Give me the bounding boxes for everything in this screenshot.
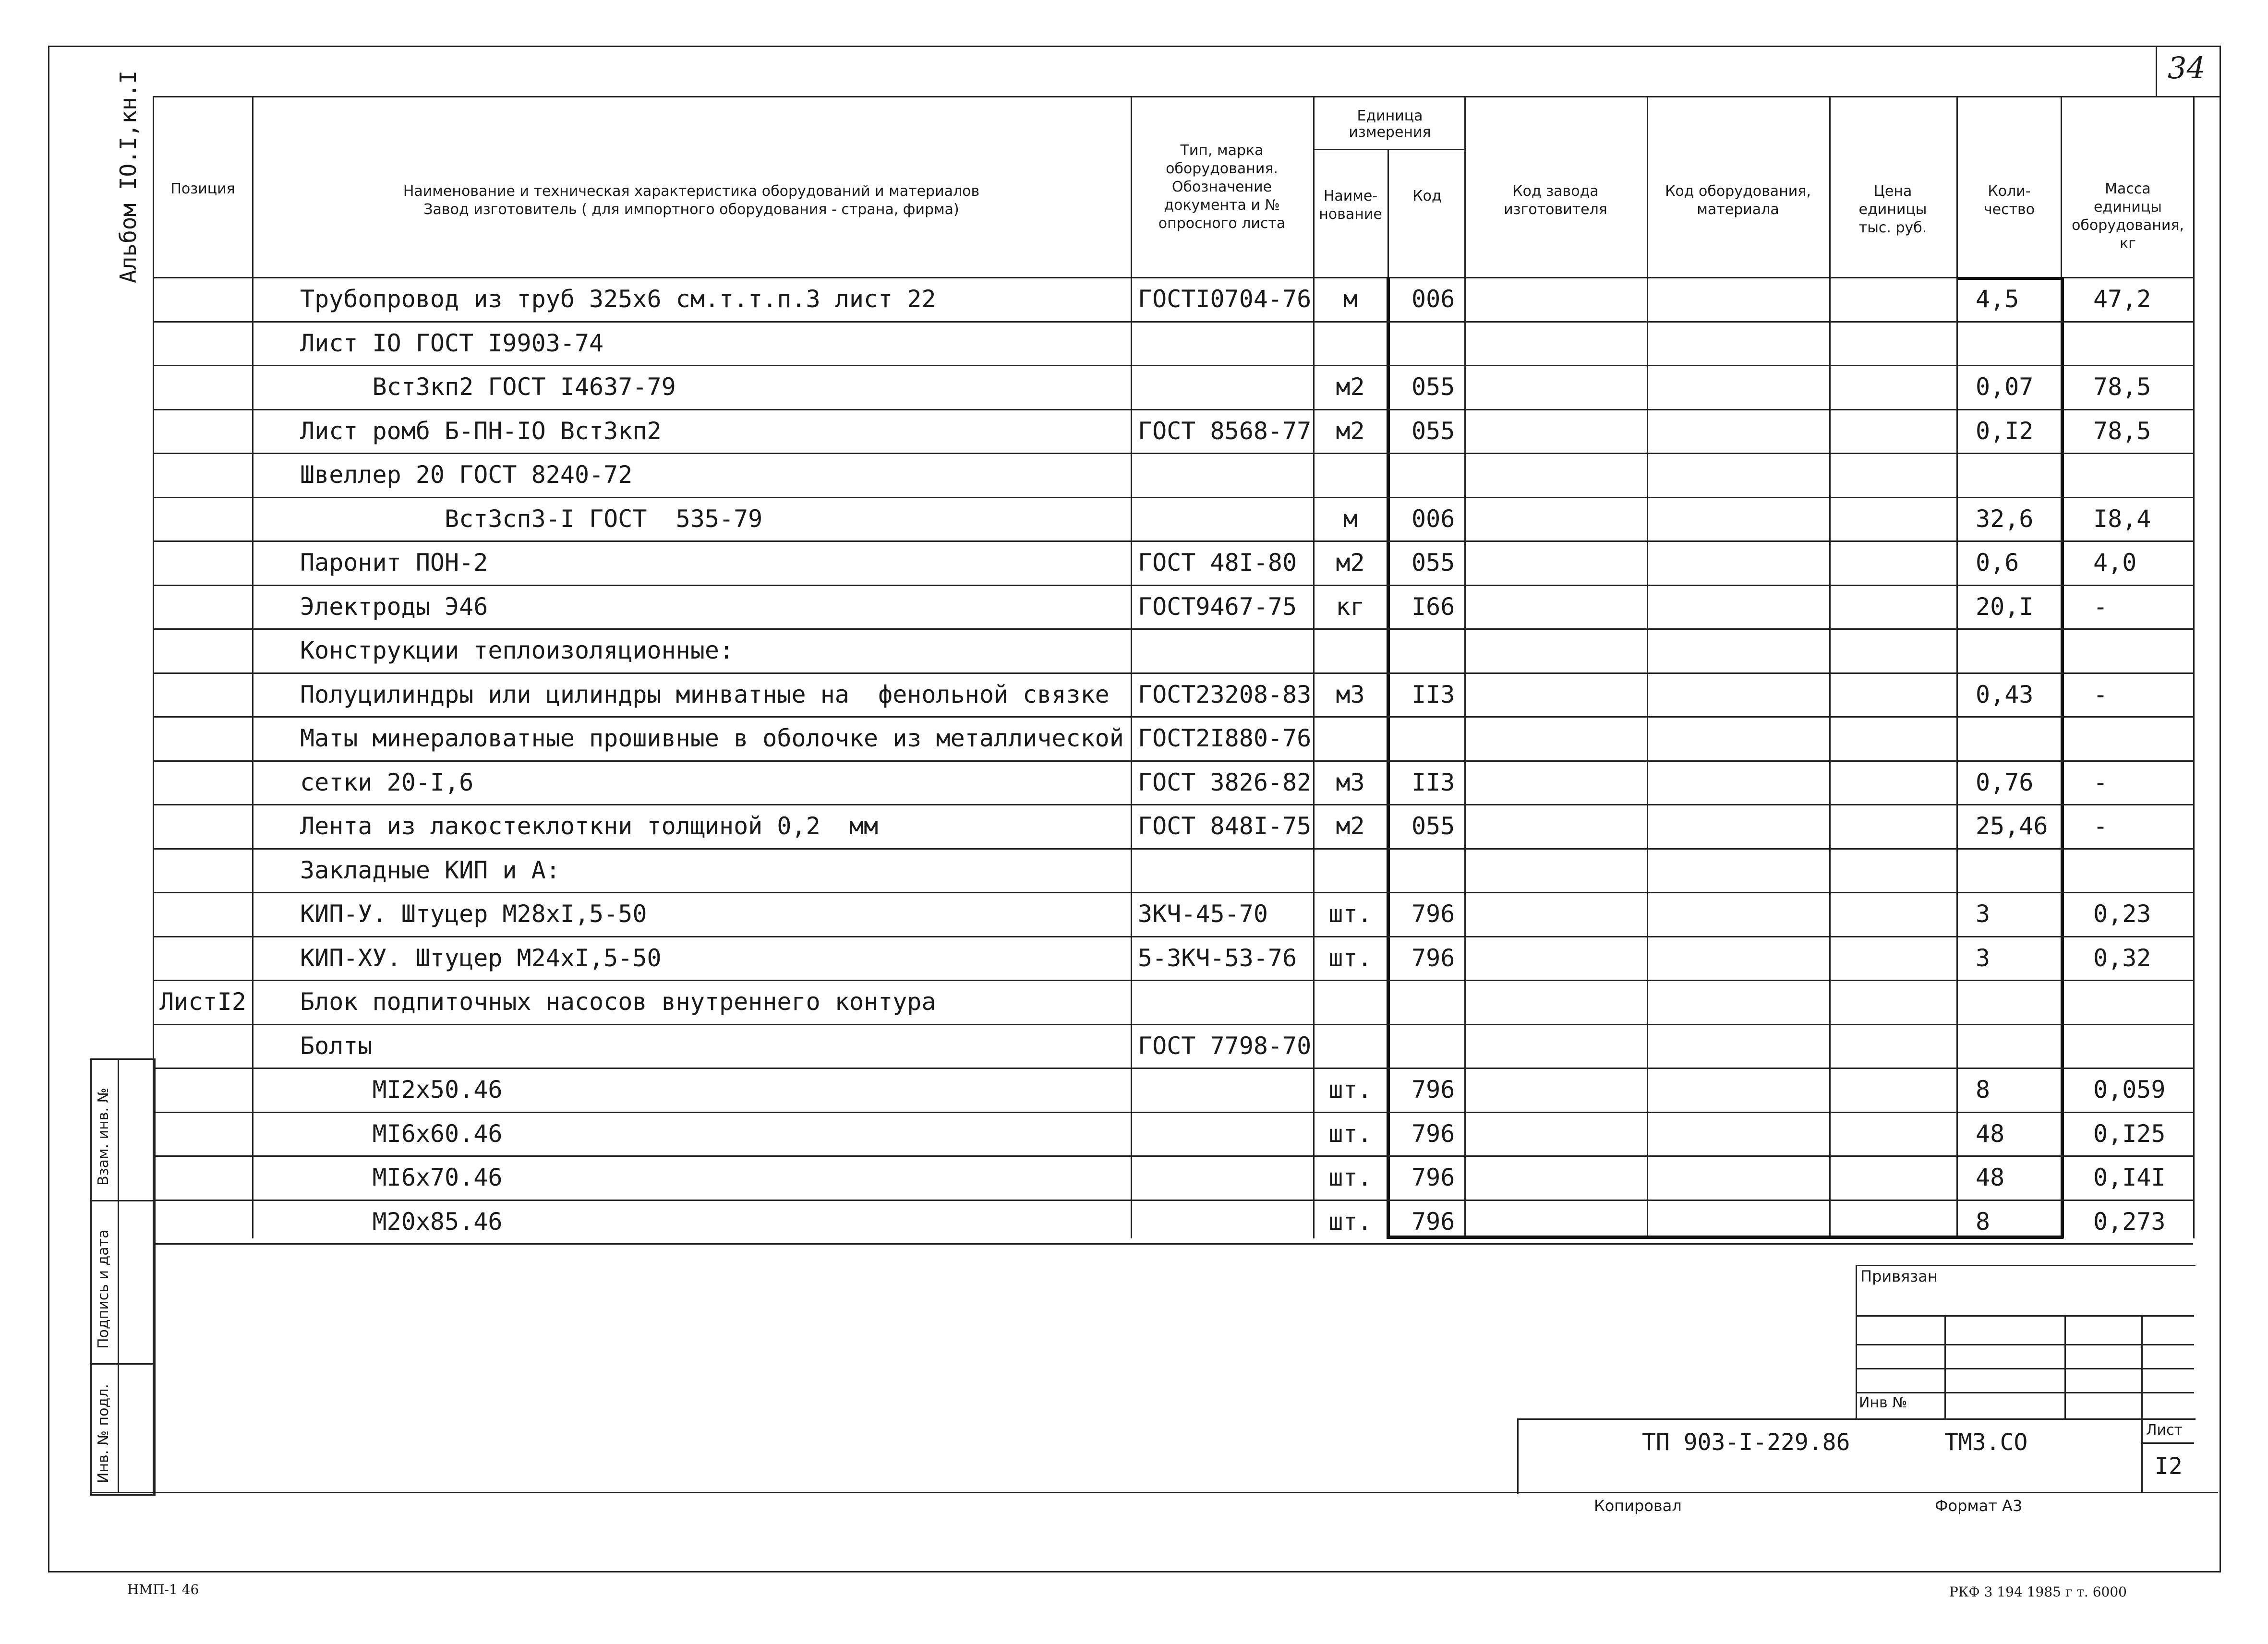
row-unit-cell: шт. <box>1328 1119 1372 1148</box>
row-mass-cell: 0,059 <box>2093 1076 2166 1104</box>
row-code-cell: 055 <box>1411 812 1455 840</box>
row-name-cell: Блок подпиточных насосов внутреннего контура <box>300 988 936 1016</box>
row-divider <box>153 980 2193 981</box>
row-name-cell: Трубопровод из труб 325х6 см.т.т.п.3 лист 22 <box>300 285 936 313</box>
row-divider <box>153 628 2193 630</box>
row-divider <box>153 1024 2193 1025</box>
row-divider <box>153 409 2193 410</box>
footer-left-code: НМП-1 46 <box>127 1582 199 1597</box>
row-divider <box>153 1112 2193 1113</box>
row-divider <box>153 1155 2193 1157</box>
row-unit-cell: м2 <box>1336 812 1365 840</box>
footer-right-code: РКФ 3 194 1985 г т. 6000 <box>1949 1584 2127 1600</box>
row-mass-cell: 4,0 <box>2093 549 2137 576</box>
row-code-cell: 055 <box>1411 373 1455 401</box>
row-code-cell: II3 <box>1411 680 1455 708</box>
row-mass-cell: 78,5 <box>2093 373 2151 401</box>
row-divider <box>153 585 2193 586</box>
row-divider <box>153 321 2193 323</box>
row-name-cell: Лента из лакостеклоткни толщиной 0,2 мм <box>300 812 879 840</box>
row-code-cell: 006 <box>1411 504 1455 533</box>
row-divider <box>153 540 2193 542</box>
row-type-cell: ЗКЧ-45-70 <box>1138 900 1268 928</box>
row-name-cell: ВстЗкп2 ГОСТ I4637-79 <box>300 373 676 401</box>
row-code-cell: 055 <box>1411 417 1455 445</box>
privyazan-label: Привязан <box>1860 1267 1938 1285</box>
row-name-cell: М20х85.46 <box>300 1207 503 1236</box>
row-unit-cell: м3 <box>1336 680 1365 708</box>
row-mass-cell: - <box>2093 768 2108 796</box>
row-qty-cell: 0,76 <box>1976 768 2034 796</box>
row-qty-cell: 0,I2 <box>1976 417 2034 445</box>
kopiroval-label: Копировал <box>1594 1497 1682 1515</box>
row-name-cell: МI2х50.46 <box>300 1076 503 1104</box>
row-pos-cell: ЛистI2 <box>159 988 246 1016</box>
row-type-cell: ГОСТI0704-76 <box>1138 285 1312 313</box>
row-qty-cell: 48 <box>1976 1164 2005 1191</box>
row-type-cell: ГОСТ 3826-82 <box>1138 768 1312 796</box>
row-unit-cell: м <box>1343 285 1358 313</box>
document-code: ТМЗ.СО <box>1944 1429 2028 1456</box>
row-name-cell: КИП-У. Штуцер М28хI,5-50 <box>300 900 647 928</box>
row-divider <box>153 497 2193 498</box>
row-qty-cell: 32,6 <box>1976 504 2034 533</box>
row-code-cell: 796 <box>1411 1076 1455 1104</box>
row-mass-cell: 47,2 <box>2093 285 2151 313</box>
row-qty-cell: 25,46 <box>1976 812 2048 840</box>
row-name-cell: Паронит ПОН-2 <box>300 549 488 576</box>
designation-code: ТП 903-I-229.86 <box>1642 1429 1850 1456</box>
row-unit-cell: шт. <box>1328 900 1372 928</box>
row-mass-cell: - <box>2093 812 2108 840</box>
row-name-cell: Конструкции теплоизоляционные: <box>300 636 734 664</box>
row-divider <box>153 1068 2193 1069</box>
row-mass-cell: 0,I25 <box>2093 1119 2166 1148</box>
row-divider <box>153 804 2193 805</box>
row-code-cell: 796 <box>1411 900 1455 928</box>
row-divider <box>153 716 2193 718</box>
row-code-cell: 006 <box>1411 285 1455 313</box>
row-unit-cell: м2 <box>1336 417 1365 445</box>
row-qty-cell: 20,I <box>1976 592 2034 621</box>
album-label: Альбом IO.I,кн.I <box>115 70 141 283</box>
row-code-cell: II3 <box>1411 768 1455 796</box>
row-divider <box>153 892 2193 893</box>
row-unit-cell: м2 <box>1336 549 1365 576</box>
list-label: Лист <box>2146 1422 2183 1439</box>
row-qty-cell: 3 <box>1976 900 1991 928</box>
stamp-inv-podl: Инв. № подл. <box>95 1384 112 1483</box>
row-name-cell: Болты <box>300 1032 373 1060</box>
header-equipment-code: Код оборудования, материала <box>1665 183 1811 218</box>
header-unit: Единица измерения <box>1349 108 1431 141</box>
row-code-cell: 796 <box>1411 944 1455 972</box>
row-divider <box>153 453 2193 454</box>
row-qty-cell: 0,07 <box>1976 373 2034 401</box>
row-type-cell: ГОСТ23208-83 <box>1138 680 1312 708</box>
row-unit-cell: м3 <box>1336 768 1365 796</box>
row-type-cell: ГОСТ2I880-76 <box>1138 724 1312 752</box>
row-qty-cell: 8 <box>1976 1207 1991 1236</box>
row-divider <box>153 365 2193 366</box>
row-divider <box>153 672 2193 674</box>
row-name-cell: Маты минераловатные прошивные в оболочке из металлической <box>300 724 1124 752</box>
row-code-cell: I66 <box>1411 592 1455 621</box>
row-code-cell: 796 <box>1411 1119 1455 1148</box>
header-price: Цена единицы тыс. руб. <box>1858 183 1927 236</box>
designation-block <box>1517 1418 2196 1494</box>
header-mass: Масса единицы оборудования, кг <box>2072 180 2184 252</box>
header-position: Позиция <box>170 180 235 197</box>
header-quantity: Коли- чество <box>1983 183 2035 218</box>
row-unit-cell: м <box>1343 504 1358 533</box>
row-code-cell: 796 <box>1411 1207 1455 1236</box>
row-unit-cell: шт. <box>1328 944 1372 972</box>
row-mass-cell: I8,4 <box>2093 504 2151 533</box>
row-divider <box>153 1243 2193 1245</box>
row-unit-cell: шт. <box>1328 1076 1372 1104</box>
row-divider <box>153 760 2193 762</box>
header-unit-code: Код <box>1412 188 1442 204</box>
row-qty-cell: 0,6 <box>1976 549 2019 576</box>
row-qty-cell: 3 <box>1976 944 1991 972</box>
row-name-cell: Закладные КИП и А: <box>300 856 560 884</box>
row-qty-cell: 0,43 <box>1976 680 2034 708</box>
row-name-cell: Швеллер 20 ГОСТ 8240-72 <box>300 461 633 489</box>
row-type-cell: ГОСТ9467-75 <box>1138 592 1297 621</box>
row-mass-cell: - <box>2093 592 2108 621</box>
row-divider <box>153 936 2193 937</box>
header-unit-name: Наиме- нование <box>1319 188 1382 223</box>
row-mass-cell: - <box>2093 680 2108 708</box>
row-name-cell: Лист ромб Б-ПН-IO ВстЗкп2 <box>300 417 662 445</box>
row-name-cell: ВстЗсп3-I ГОСТ 535-79 <box>300 504 763 533</box>
header-factory-code: Код завода изготовителя <box>1504 183 1607 218</box>
list-number: I2 <box>2155 1453 2183 1480</box>
row-divider <box>153 848 2193 850</box>
row-unit-cell: шт. <box>1328 1207 1372 1236</box>
header-name: Наименование и техническая характеристика оборудований и материалов Завод изготовитель ( для импортного оборудования - страна, фирма) <box>403 183 980 218</box>
row-name-cell: Полуцилиндры или цилиндры минватные на фенольной связке <box>300 680 1110 708</box>
row-name-cell: Лист IO ГОСТ I9903-74 <box>300 329 604 357</box>
stamp-vzam-inv: Взам. инв. № <box>95 1088 112 1186</box>
row-unit-cell: м2 <box>1336 373 1365 401</box>
row-unit-cell: шт. <box>1328 1164 1372 1191</box>
row-mass-cell: 78,5 <box>2093 417 2151 445</box>
row-qty-cell: 4,5 <box>1976 285 2019 313</box>
row-code-cell: 055 <box>1411 549 1455 576</box>
row-divider <box>153 1200 2193 1201</box>
row-mass-cell: 0,I4I <box>2093 1164 2166 1191</box>
row-unit-cell: кг <box>1336 592 1365 621</box>
row-name-cell: сетки 20-I,6 <box>300 768 474 796</box>
row-code-cell: 796 <box>1411 1164 1455 1191</box>
row-mass-cell: 0,23 <box>2093 900 2151 928</box>
stamp-podpis-data: Подпись и дата <box>95 1229 112 1349</box>
row-name-cell: МI6х60.46 <box>300 1119 503 1148</box>
row-name-cell: Электроды Э46 <box>300 592 488 621</box>
row-name-cell: МI6х70.46 <box>300 1164 503 1191</box>
header-type: Тип, марка оборудования. Обозначение документа и № опросного листа <box>1158 142 1286 232</box>
row-mass-cell: 0,32 <box>2093 944 2151 972</box>
format-label: Формат А3 <box>1935 1497 2023 1515</box>
row-type-cell: ГОСТ 48I-80 <box>1138 549 1297 576</box>
row-type-cell: ГОСТ 848I-75 <box>1138 812 1312 840</box>
row-type-cell: ГОСТ 7798-70 <box>1138 1032 1312 1060</box>
row-qty-cell: 8 <box>1976 1076 1991 1104</box>
corner-sheet-number: 34 <box>2168 50 2206 85</box>
row-type-cell: 5-ЗКЧ-53-76 <box>1138 944 1297 972</box>
row-mass-cell: 0,273 <box>2093 1207 2166 1236</box>
row-qty-cell: 48 <box>1976 1119 2005 1148</box>
row-type-cell: ГОСТ 8568-77 <box>1138 417 1312 445</box>
row-name-cell: КИП-ХУ. Штуцер М24хI,5-50 <box>300 944 662 972</box>
inv-no-label: Инв № <box>1859 1394 1907 1411</box>
